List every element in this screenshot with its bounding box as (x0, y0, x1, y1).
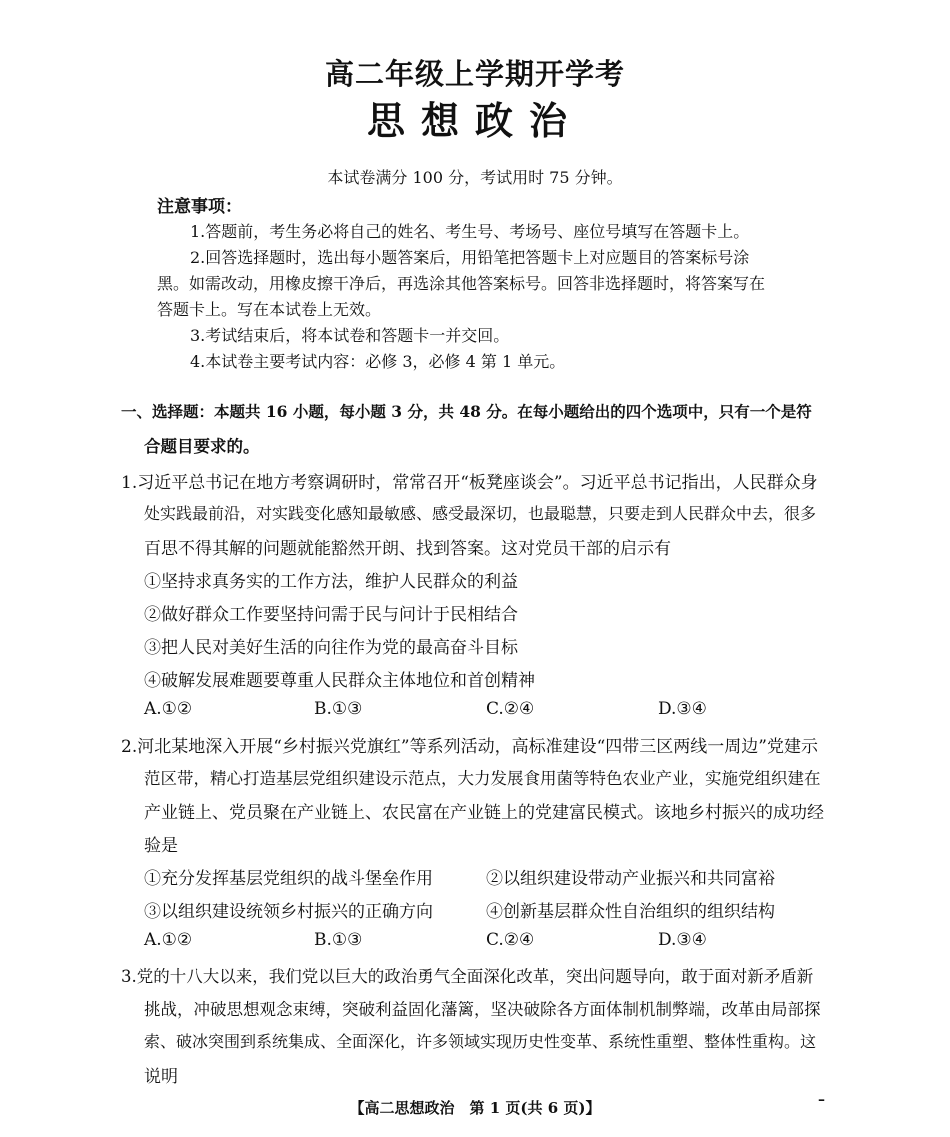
section-heading: 一、选择题：本题共 16 小题，每小题 3 分，共 48 分。在每小题给出的四个选项中，只有一个是符 (121, 402, 812, 421)
q2-item: ④创新基层群众性自治组织的组织结构 (486, 902, 775, 922)
notice-line: 1.答题前，考生务必将自己的姓名、考生号、考场号、座位号填写在答题卡上。 (190, 222, 750, 241)
notice-line: 4.本试卷主要考试内容：必修 3，必修 4 第 1 单元。 (190, 352, 566, 371)
q1-item: ③把人民对美好生活的向往作为党的最高奋斗目标 (144, 638, 518, 658)
q2-stem: 2.河北某地深入开展“乡村振兴党旗红”等系列活动，高标准建设“四带三区两线一周边”党建示 (121, 737, 818, 757)
footer-mark: – (818, 1092, 825, 1108)
exam-title: 高二年级上学期开学考 (324, 57, 625, 91)
notice-line: 答题卡上。写在本试卷上无效。 (157, 300, 382, 319)
notice-heading: 注意事项： (157, 197, 242, 217)
section-heading-cont: 合题目要求的。 (144, 437, 260, 456)
q3-stem: 说明 (144, 1067, 178, 1087)
q1-option-a: A.①② (144, 699, 193, 719)
q3-stem: 挑战，冲破思想观念束缚，突破利益固化藩篱，坚决破除各方面体制机制弊端，改革由局部探 (144, 1000, 821, 1019)
q1-item: ①坚持求真务实的工作方法，维护人民群众的利益 (144, 572, 518, 592)
q1-stem: 处实践最前沿，对实践变化感知最敏感、感受最深切，也最聪慧，只要走到人民群众中去，很多 (144, 504, 817, 523)
q1-item: ④破解发展难题要尊重人民群众主体地位和首创精神 (144, 671, 535, 691)
q2-item: ②以组织建设带动产业振兴和共同富裕 (486, 869, 775, 889)
q2-option-a: A.①② (144, 930, 193, 950)
q2-item: ③以组织建设统领乡村振兴的正确方向 (144, 902, 433, 922)
q1-option-c: C.②④ (486, 699, 535, 719)
q2-stem: 范区带，精心打造基层党组织建设示范点，大力发展食用菌等特色农业产业，实施党组织建在 (144, 769, 821, 788)
subject-title: 思想政治 (366, 98, 583, 143)
q1-option-d: D.③④ (658, 699, 707, 719)
notice-line: 黑。如需改动，用橡皮擦干净后，再选涂其他答案标号。回答非选择题时，将答案写在 (157, 274, 766, 293)
q3-stem: 3.党的十八大以来，我们党以巨大的政治勇气全面深化改革，突出问题导向，敢于面对新矛盾新 (121, 967, 814, 986)
q2-item: ①充分发挥基层党组织的战斗堡垒作用 (144, 869, 433, 889)
q2-stem: 产业链上、党员聚在产业链上、农民富在产业链上的党建富民模式。该地乡村振兴的成功经 (144, 803, 824, 823)
q3-stem: 索、破冰突围到系统集成、全面深化，许多领域实现历史性变革、系统性重塑、整体性重构。这 (144, 1032, 817, 1051)
exam-meta: 本试卷满分 100 分，考试用时 75 分钟。 (327, 168, 623, 187)
notice-line: 3.考试结束后，将本试卷和答题卡一并交回。 (190, 326, 510, 345)
q2-option-b: B.①③ (314, 930, 363, 950)
q1-option-b: B.①③ (314, 699, 363, 719)
q1-stem: 1.习近平总书记在地方考察调研时，常常召开“板凳座谈会”。习近平总书记指出，人民群众身 (121, 473, 818, 493)
q1-item: ②做好群众工作要坚持问需于民与问计于民相结合 (144, 605, 518, 625)
q2-option-d: D.③④ (658, 930, 707, 950)
q2-stem: 验是 (144, 836, 178, 856)
q2-option-c: C.②④ (486, 930, 535, 950)
notice-line: 2.回答选择题时，选出每小题答案后，用铅笔把答题卡上对应题目的答案标号涂 (190, 248, 750, 267)
page-footer: 【高二思想政治 第 1 页(共 6 页)】 (349, 1099, 601, 1117)
q1-stem: 百思不得其解的问题就能豁然开朗、找到答案。这对党员干部的启示有 (144, 539, 671, 559)
